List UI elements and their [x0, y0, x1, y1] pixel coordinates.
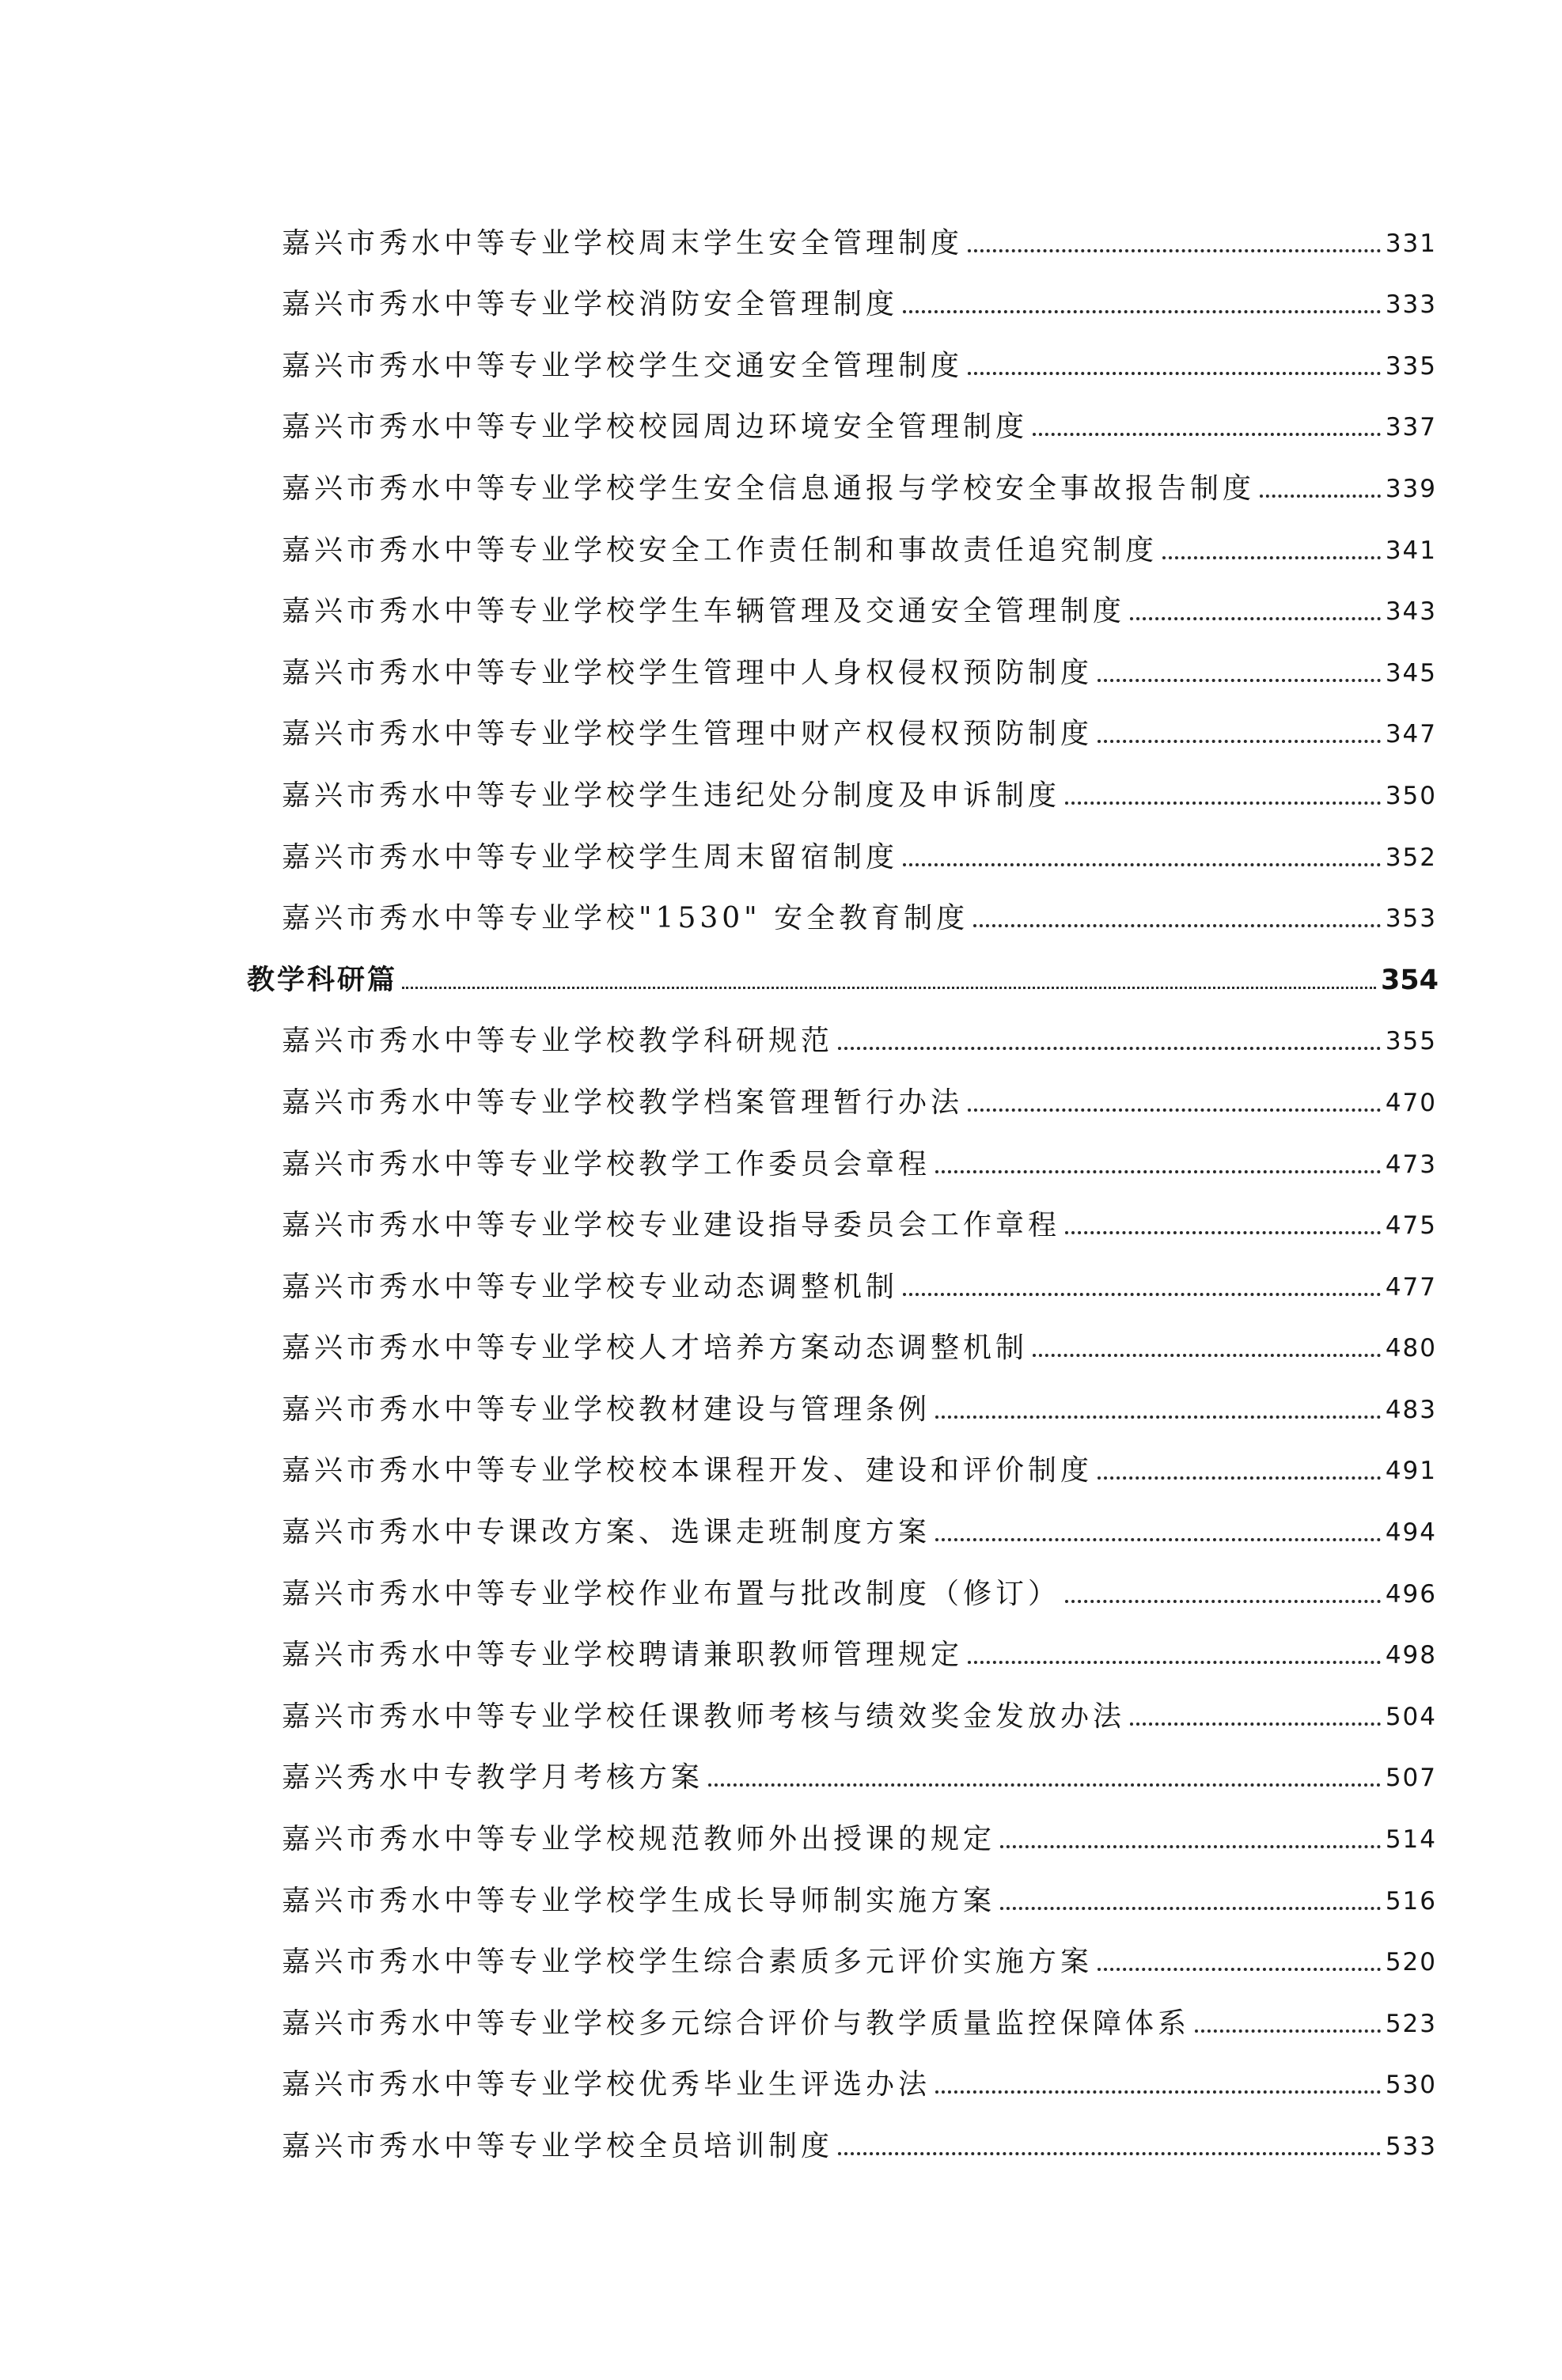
toc-entry	[0, 1673, 1562, 1734]
toc-page-number: 331	[1385, 229, 1437, 258]
toc-entry-title: 嘉兴市秀水中等专业学校学生安全信息通报与学校安全事故报告制度	[282, 472, 1256, 505]
toc-page-number: 530	[1385, 2071, 1437, 2100]
toc-entry-title: 嘉兴市秀水中等专业学校学生成长导师制实施方案	[282, 1884, 996, 1917]
dot-leader	[968, 1661, 1381, 1664]
toc-entry-title: 嘉兴市秀水中等专业学校教学档案管理暂行办法	[282, 1086, 964, 1119]
toc-page-number: 355	[1385, 1027, 1437, 1056]
toc-entry-title: 嘉兴市秀水中等专业学校全员培训制度	[282, 2130, 834, 2162]
toc-entry	[0, 1795, 1562, 1857]
toc-entry	[0, 506, 1562, 568]
toc-entry-title: 嘉兴市秀水中等专业学校校园周边环境安全管理制度	[282, 411, 1029, 444]
toc-entry	[0, 691, 1562, 752]
toc-entry	[0, 445, 1562, 506]
toc-entry-title: 嘉兴市秀水中等专业学校周末学生安全管理制度	[282, 226, 964, 260]
toc-entry-title: 嘉兴市秀水中等专业学校学生管理中财产权侵权预防制度	[282, 718, 1094, 751]
toc-entry-title: 嘉兴市秀水中等专业学校安全工作责任制和事故责任追究制度	[282, 533, 1158, 567]
dot-leader	[402, 987, 1376, 989]
toc-entry	[0, 1612, 1562, 1673]
toc-page-number: 514	[1385, 1825, 1437, 1855]
toc-entry-title: 嘉兴市秀水中等专业学校人才培养方案动态调整机制	[282, 1332, 1029, 1365]
toc-entry	[0, 1182, 1562, 1244]
toc-page-number: 523	[1385, 2009, 1437, 2038]
toc-page-number: 520	[1385, 1948, 1437, 1977]
toc-entry-title: 教学科研篇	[247, 964, 398, 996]
toc-entry	[0, 1980, 1562, 2041]
dot-leader	[935, 1170, 1381, 1173]
toc-entry-title: 嘉兴市秀水中专课改方案、选课走班制度方案	[282, 1516, 931, 1549]
toc-entry	[0, 1059, 1562, 1120]
dot-leader	[708, 1783, 1381, 1787]
toc-page-number: 507	[1385, 1764, 1437, 1793]
toc-page-number: 339	[1385, 474, 1437, 503]
dot-leader	[935, 1415, 1381, 1419]
dot-leader	[1098, 679, 1381, 682]
toc-page-number: 470	[1385, 1088, 1437, 1117]
toc-entry-title: 嘉兴秀水中专教学月考核方案	[282, 1761, 704, 1794]
toc-page-number: 491	[1385, 1457, 1437, 1486]
toc-entry-title: 嘉兴市秀水中等专业学校学生车辆管理及交通安全管理制度	[282, 595, 1126, 628]
dot-leader	[1065, 1600, 1381, 1603]
dot-leader	[1033, 1354, 1381, 1357]
toc-entry-title: 嘉兴市秀水中等专业学校多元综合评价与教学质量监控保障体系	[282, 2007, 1191, 2040]
toc-entry-title: 嘉兴市秀水中等专业学校专业动态调整机制	[282, 1270, 899, 1303]
toc-page-number: 477	[1385, 1272, 1437, 1302]
toc-page-number: 496	[1385, 1579, 1437, 1609]
toc-page-number: 494	[1385, 1518, 1437, 1548]
toc-page-number: 483	[1385, 1395, 1437, 1424]
dot-leader	[935, 1538, 1381, 1541]
toc-entry-title: 嘉兴市秀水中等专业学校教材建设与管理条例	[282, 1393, 931, 1426]
toc-entry-title: 嘉兴市秀水中等专业学校学生综合素质多元评价实施方案	[282, 1946, 1094, 1979]
dot-leader	[1098, 1968, 1381, 1971]
toc-entry	[0, 2041, 1562, 2103]
toc-entry	[0, 998, 1562, 1059]
toc-section-heading	[0, 936, 1562, 998]
toc-page-number: 353	[1385, 904, 1437, 934]
toc-entry	[0, 1857, 1562, 1919]
dot-leader	[1195, 2029, 1381, 2033]
toc-entry	[0, 1550, 1562, 1612]
dot-leader	[973, 924, 1381, 927]
toc-entry-title: 嘉兴市秀水中等专业学校消防安全管理制度	[282, 288, 899, 321]
toc-page-number: 354	[1380, 964, 1439, 996]
toc-entry-title: 嘉兴市秀水中等专业学校教学工作委员会章程	[282, 1147, 931, 1181]
dot-leader	[1162, 556, 1381, 559]
dot-leader	[1065, 1231, 1381, 1234]
dot-leader	[1260, 495, 1381, 498]
dot-leader	[1098, 1476, 1381, 1480]
toc-entry	[0, 384, 1562, 445]
dot-leader	[1000, 1845, 1381, 1848]
dot-leader	[1000, 1907, 1381, 1910]
toc-entry-title: 嘉兴市秀水中等专业学校专业建设指导委员会工作章程	[282, 1209, 1061, 1242]
dot-leader	[1065, 802, 1381, 805]
toc-page-number: 473	[1385, 1150, 1437, 1179]
toc-page-number: 335	[1385, 351, 1437, 381]
toc-entry	[0, 1427, 1562, 1489]
toc-entry	[0, 1366, 1562, 1427]
toc-entry-title: 嘉兴市秀水中等专业学校学生交通安全管理制度	[282, 349, 964, 382]
toc-entry	[0, 1305, 1562, 1366]
dot-leader	[1033, 433, 1381, 436]
toc-page-number: 504	[1385, 1702, 1437, 1731]
toc-entry-title: 嘉兴市秀水中等专业学校优秀毕业生评选办法	[282, 2068, 931, 2101]
dot-leader	[1130, 617, 1381, 620]
dot-leader	[903, 863, 1381, 866]
toc-page-number: 345	[1385, 658, 1437, 688]
toc-entry	[0, 629, 1562, 691]
toc-entry	[0, 261, 1562, 323]
toc-page-number: 352	[1385, 843, 1437, 872]
toc-entry-title: 嘉兴市秀水中等专业学校"1530" 安全教育制度	[282, 902, 969, 935]
dot-leader	[903, 1293, 1381, 1296]
toc-entry	[0, 875, 1562, 937]
toc-entry	[0, 1120, 1562, 1182]
toc-entry	[0, 322, 1562, 384]
toc-entry	[0, 568, 1562, 630]
toc-entry-title: 嘉兴市秀水中等专业学校学生周末留宿制度	[282, 840, 899, 874]
toc-page-number: 333	[1385, 290, 1437, 320]
dot-leader	[838, 1047, 1381, 1050]
dot-leader	[968, 1109, 1381, 1112]
toc-page-number: 350	[1385, 781, 1437, 810]
toc-page-number: 341	[1385, 536, 1437, 565]
toc-page-number: 347	[1385, 720, 1437, 749]
toc-entry-title: 嘉兴市秀水中等专业学校校本课程开发、建设和评价制度	[282, 1454, 1094, 1488]
dot-leader	[1098, 740, 1381, 743]
toc-entry	[0, 752, 1562, 813]
toc-entry	[0, 1243, 1562, 1305]
toc-page-number: 480	[1385, 1334, 1437, 1363]
toc-entry	[0, 199, 1562, 261]
toc-entry	[0, 1488, 1562, 1550]
toc-entry-title: 嘉兴市秀水中等专业学校任课教师考核与绩效奖金发放办法	[282, 1700, 1126, 1733]
toc-page-number: 516	[1385, 1886, 1437, 1916]
dot-leader	[968, 249, 1381, 252]
toc-page-number: 337	[1385, 413, 1437, 442]
dot-leader	[935, 2090, 1381, 2094]
dot-leader	[1130, 1722, 1381, 1726]
toc-entry	[0, 813, 1562, 875]
toc-entry-title: 嘉兴市秀水中等专业学校教学科研规范	[282, 1025, 834, 1058]
toc-page-number: 475	[1385, 1211, 1437, 1241]
table-of-contents	[0, 199, 1562, 2164]
dot-leader	[903, 310, 1381, 313]
toc-entry-title: 嘉兴市秀水中等专业学校规范教师外出授课的规定	[282, 1823, 996, 1856]
dot-leader	[968, 372, 1381, 375]
toc-entry-title: 嘉兴市秀水中等专业学校聘请兼职教师管理规定	[282, 1639, 964, 1672]
toc-entry	[0, 1734, 1562, 1796]
toc-entry-title: 嘉兴市秀水中等专业学校学生管理中人身权侵权预防制度	[282, 656, 1094, 689]
dot-leader	[838, 2152, 1381, 2155]
toc-entry-title: 嘉兴市秀水中等专业学校作业布置与批改制度（修订）	[282, 1577, 1061, 1610]
toc-entry	[0, 2102, 1562, 2164]
toc-page-number: 343	[1385, 597, 1437, 627]
toc-page-number: 498	[1385, 1641, 1437, 1670]
toc-page-number: 533	[1385, 2132, 1437, 2161]
toc-entry	[0, 1919, 1562, 1980]
toc-entry-title: 嘉兴市秀水中等专业学校学生违纪处分制度及申诉制度	[282, 779, 1061, 812]
